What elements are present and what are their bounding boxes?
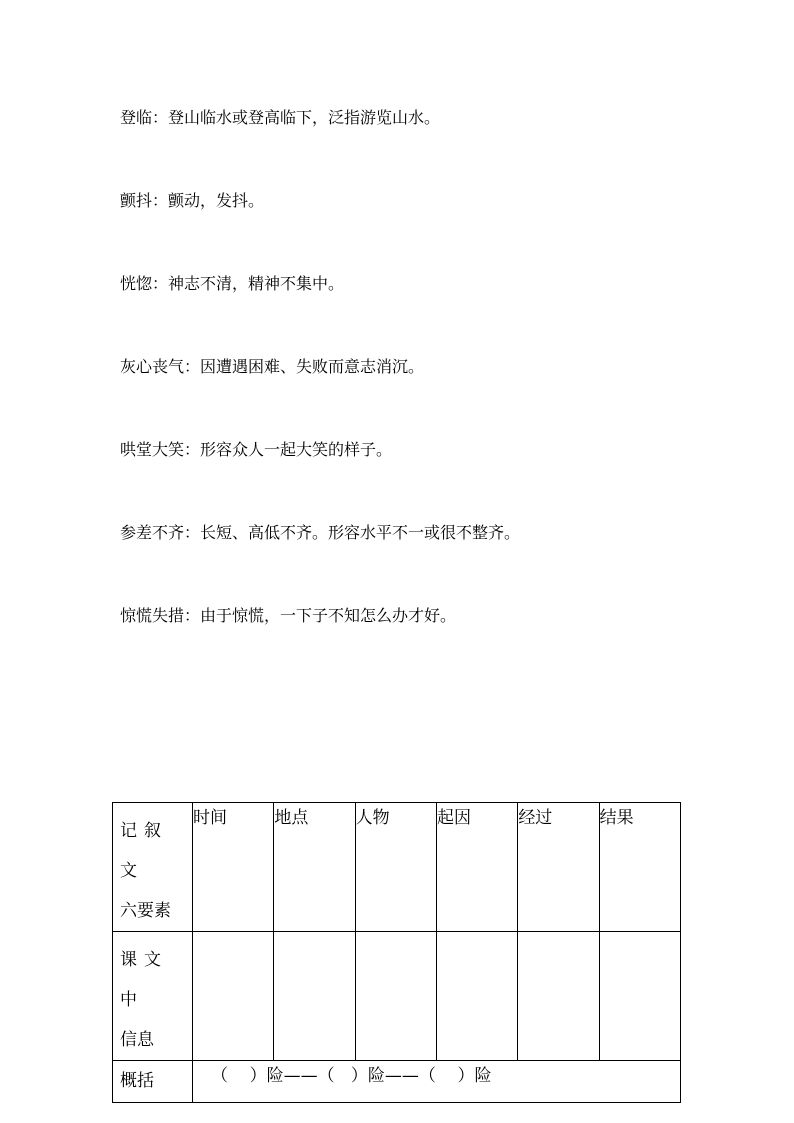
column-header: 结果 [599,803,680,932]
row-label-line: 概括 [120,1071,154,1091]
answer-cell[interactable] [599,932,680,1061]
definition-term: 恍惚 [120,274,153,293]
answer-cell[interactable] [274,932,355,1061]
column-header: 人物 [355,803,436,932]
definition-colon: ： [184,606,201,625]
definition-term: 灰心丧气 [120,357,185,376]
row-label-line: 信息 [120,1030,154,1050]
definition-item [120,357,424,377]
definition-item [120,191,264,211]
row-label-cell [113,1061,193,1103]
answer-cell[interactable] [355,932,436,1061]
definition-colon: ： [184,523,201,542]
row-label-cell [113,803,193,932]
definition-item [120,108,440,128]
definition-item [120,606,456,626]
definition-term: 颤抖 [120,191,153,210]
row-label-line: 课文中 [120,950,168,1010]
table-row [113,1061,681,1103]
definition-colon: ： [152,274,169,293]
column-header: 地点 [274,803,355,932]
answer-cell[interactable] [193,932,274,1061]
column-header: 起因 [436,803,517,932]
column-header: 时间 [193,803,274,932]
row-label-line: 记叙文 [120,821,168,881]
definition-term: 哄堂大笑 [120,440,185,459]
column-header: 经过 [518,803,599,932]
summary-cell[interactable] [193,1061,681,1103]
definition-colon: ： [184,440,201,459]
definition-colon: ： [152,108,169,127]
definition-meaning: 长短、高低不齐。形容水平不一或很不整齐。 [200,523,521,542]
table-row [113,803,681,932]
row-label-line: 六要素 [120,901,171,921]
definition-term: 登临 [120,108,153,127]
summary-text: （ ）险——（ ）险——（ ）险 [211,1066,492,1086]
narrative-elements-table [112,802,681,1103]
definition-meaning: 形容众人一起大笑的样子。 [200,440,393,459]
definition-item [120,523,520,543]
answer-cell[interactable] [518,932,599,1061]
definition-meaning: 由于惊慌，一下子不知怎么办才好。 [200,606,457,625]
answer-cell[interactable] [436,932,517,1061]
definition-meaning: 登山临水或登高临下，泛指游览山水。 [168,108,441,127]
definition-meaning: 颤动，发抖。 [168,191,265,210]
definition-meaning: 因遭遇困难、失败而意志消沉。 [200,357,425,376]
table-row [113,932,681,1061]
definition-item [120,274,344,294]
definition-meaning: 神志不清，精神不集中。 [168,274,345,293]
definition-colon: ： [184,357,201,376]
definition-term: 参差不齐 [120,523,185,542]
definition-item [120,440,392,460]
row-label-cell [113,932,193,1061]
definition-term: 惊慌失措 [120,606,185,625]
definition-colon: ： [152,191,169,210]
